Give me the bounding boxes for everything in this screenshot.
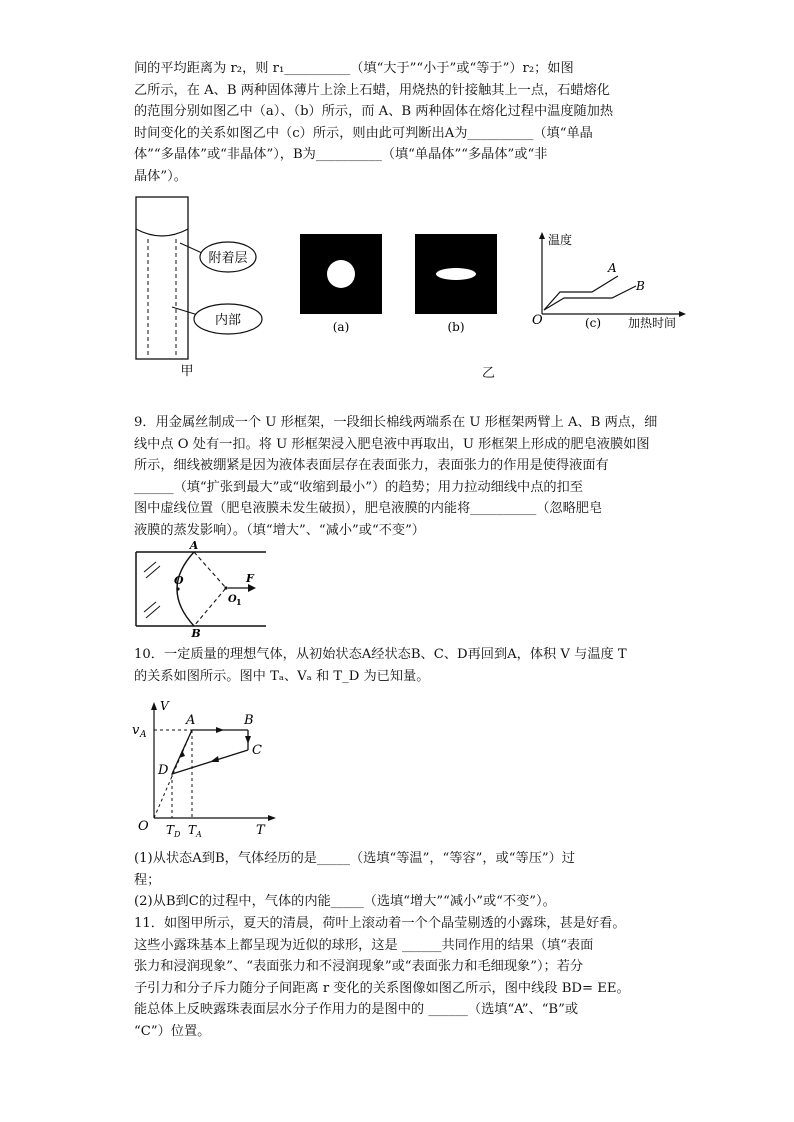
q11-text bbox=[134, 913, 674, 1043]
q8-line: 时间变化的关系如图乙中（c）所示，则由此可判断出A为__________（填“单晶 bbox=[134, 125, 593, 141]
q10-text bbox=[134, 644, 674, 687]
q10-part-line: 程； bbox=[134, 872, 161, 888]
y-axis-label: 温度 bbox=[548, 233, 573, 247]
q8-line: 乙所示，在 A、B 两种固体薄片上涂上石蜡，用烧热的针接触其上一点，石蜡熔化 bbox=[134, 82, 610, 98]
q10-parts bbox=[134, 848, 674, 913]
origin-label: O bbox=[532, 313, 543, 328]
point-c: C bbox=[252, 743, 262, 758]
q11-line: 能总体上反映露珠表面层水分子作用力的是图中的 ______（选填“A”、“B”或 bbox=[134, 1002, 579, 1018]
caption-jia: 甲 bbox=[180, 364, 194, 379]
caption-b: (b) bbox=[447, 320, 465, 334]
force-f: F bbox=[246, 572, 254, 585]
q8-line: 体”“多晶体”或“非晶体”），B为__________（填“单晶体”“多晶体”或“非 bbox=[134, 147, 548, 163]
q11-line: 张力和浸润现象”、“表面张力和不浸润现象”或“表面张力和毛细现象”）；若分 bbox=[134, 959, 584, 975]
point-o: O bbox=[174, 574, 184, 587]
point-b: B bbox=[244, 713, 254, 728]
q8-line: 的范围分别如图乙中（a）、（b）所示，而 A、B 两种固体在熔化过程中温度随加热 bbox=[134, 104, 614, 120]
ta-label: T bbox=[188, 823, 197, 837]
v-axis-label: V bbox=[160, 699, 169, 713]
t-axis-label: T bbox=[256, 823, 265, 838]
label-attach-layer: 附着层 bbox=[208, 251, 248, 266]
label-inner: 内部 bbox=[214, 313, 242, 328]
q9-text bbox=[134, 412, 674, 542]
q9-line: 图中虚线位置（肥皂液膜未发生破损），肥皂液膜的内能将__________（忽略肥皂 bbox=[134, 501, 603, 517]
q9-line: 9．用金属丝制成一个 U 形框架，一段细长棉线两端系在 U 形框架两臂上 A、B 两点，细 bbox=[134, 415, 658, 430]
point-a: A bbox=[189, 539, 199, 552]
q9-line: ______（填“扩张到最大”或“收缩到最小”）的趋势；用力拉动细线中点的扣至 bbox=[134, 479, 583, 495]
point-d: D bbox=[158, 763, 169, 778]
q10-part-line: (1)从状态A到B，气体经历的是_____（选填“等温”，“等容”，或“等压”）过 bbox=[134, 851, 575, 866]
figure-yi-b bbox=[415, 234, 499, 344]
point-o1: O bbox=[228, 594, 237, 605]
figure-yi-c bbox=[530, 228, 690, 338]
figure-u-frame bbox=[130, 540, 270, 640]
q11-line: “C”）位置。 bbox=[134, 1023, 211, 1039]
curve-b bbox=[544, 286, 636, 310]
ta-sub: A bbox=[196, 830, 202, 839]
q8-text bbox=[134, 58, 674, 188]
q10-line: 10．一定质量的理想气体，从初始状态A经状态B、C、D再回到A，体积 V 与温度 T bbox=[134, 647, 627, 662]
td-sub: D bbox=[174, 830, 181, 839]
q10-line: 的关系如图所示。图中 Tₐ、Vₐ 和 T_D 为已知量。 bbox=[134, 668, 430, 684]
q11-line: 这些小露珠基本上都呈现为近似的球形，这是 ______共同作用的结果（填“表面 bbox=[134, 937, 594, 953]
q9-line: 液膜的蒸发影响）。（填“增大”、“减小”或“不变”） bbox=[134, 522, 425, 538]
figure-yi-a bbox=[300, 234, 384, 344]
va-label: v bbox=[132, 723, 140, 738]
q11-line: 11．如图甲所示，夏天的清晨，荷叶上滚动着一个个晶莹剔透的小露珠，甚是好看。 bbox=[134, 916, 626, 931]
q10-part-line: (2)从B到C的过程中，气体的内能_____（选填“增大”“减小”或“不变”）。 bbox=[134, 894, 556, 910]
figure-vt-graph bbox=[130, 694, 280, 844]
curve-a-label: A bbox=[608, 261, 617, 275]
q8-line: 晶体”）。 bbox=[134, 168, 187, 184]
point-a: A bbox=[186, 713, 196, 728]
caption-yi: 乙 bbox=[482, 366, 496, 381]
curve-a bbox=[544, 276, 618, 310]
caption-c: (c) bbox=[585, 316, 602, 330]
curve-b-label: B bbox=[636, 279, 645, 293]
point-o1-sub: 1 bbox=[236, 597, 242, 607]
q9-line: 线中点 O 处有一扣。将 U 形框架浸入肥皂液中再取出，U 形框架上形成的肥皂液膜如图 bbox=[134, 436, 650, 452]
caption-a: (a) bbox=[332, 320, 350, 334]
point-b: B bbox=[191, 627, 201, 640]
va-sub: A bbox=[140, 730, 147, 740]
td-label: T bbox=[166, 823, 175, 837]
q11-line: 子引力和分子斥力随分子间距离 r 变化的关系图像如图乙所示，图中线段 BD= EE。 bbox=[134, 980, 630, 996]
origin-label: O bbox=[138, 819, 149, 834]
q8-line: 间的平均距离为 r₂，则 r₁__________（填“大于”“小于”或“等于”）r₂；如图 bbox=[134, 61, 574, 76]
x-axis-label: 加热时间 bbox=[628, 316, 677, 330]
figure-jia bbox=[130, 195, 270, 385]
q9-line: 所示，细线被绷紧是因为液体表面层存在表面张力，表面张力的作用是使得液面有 bbox=[134, 458, 609, 474]
